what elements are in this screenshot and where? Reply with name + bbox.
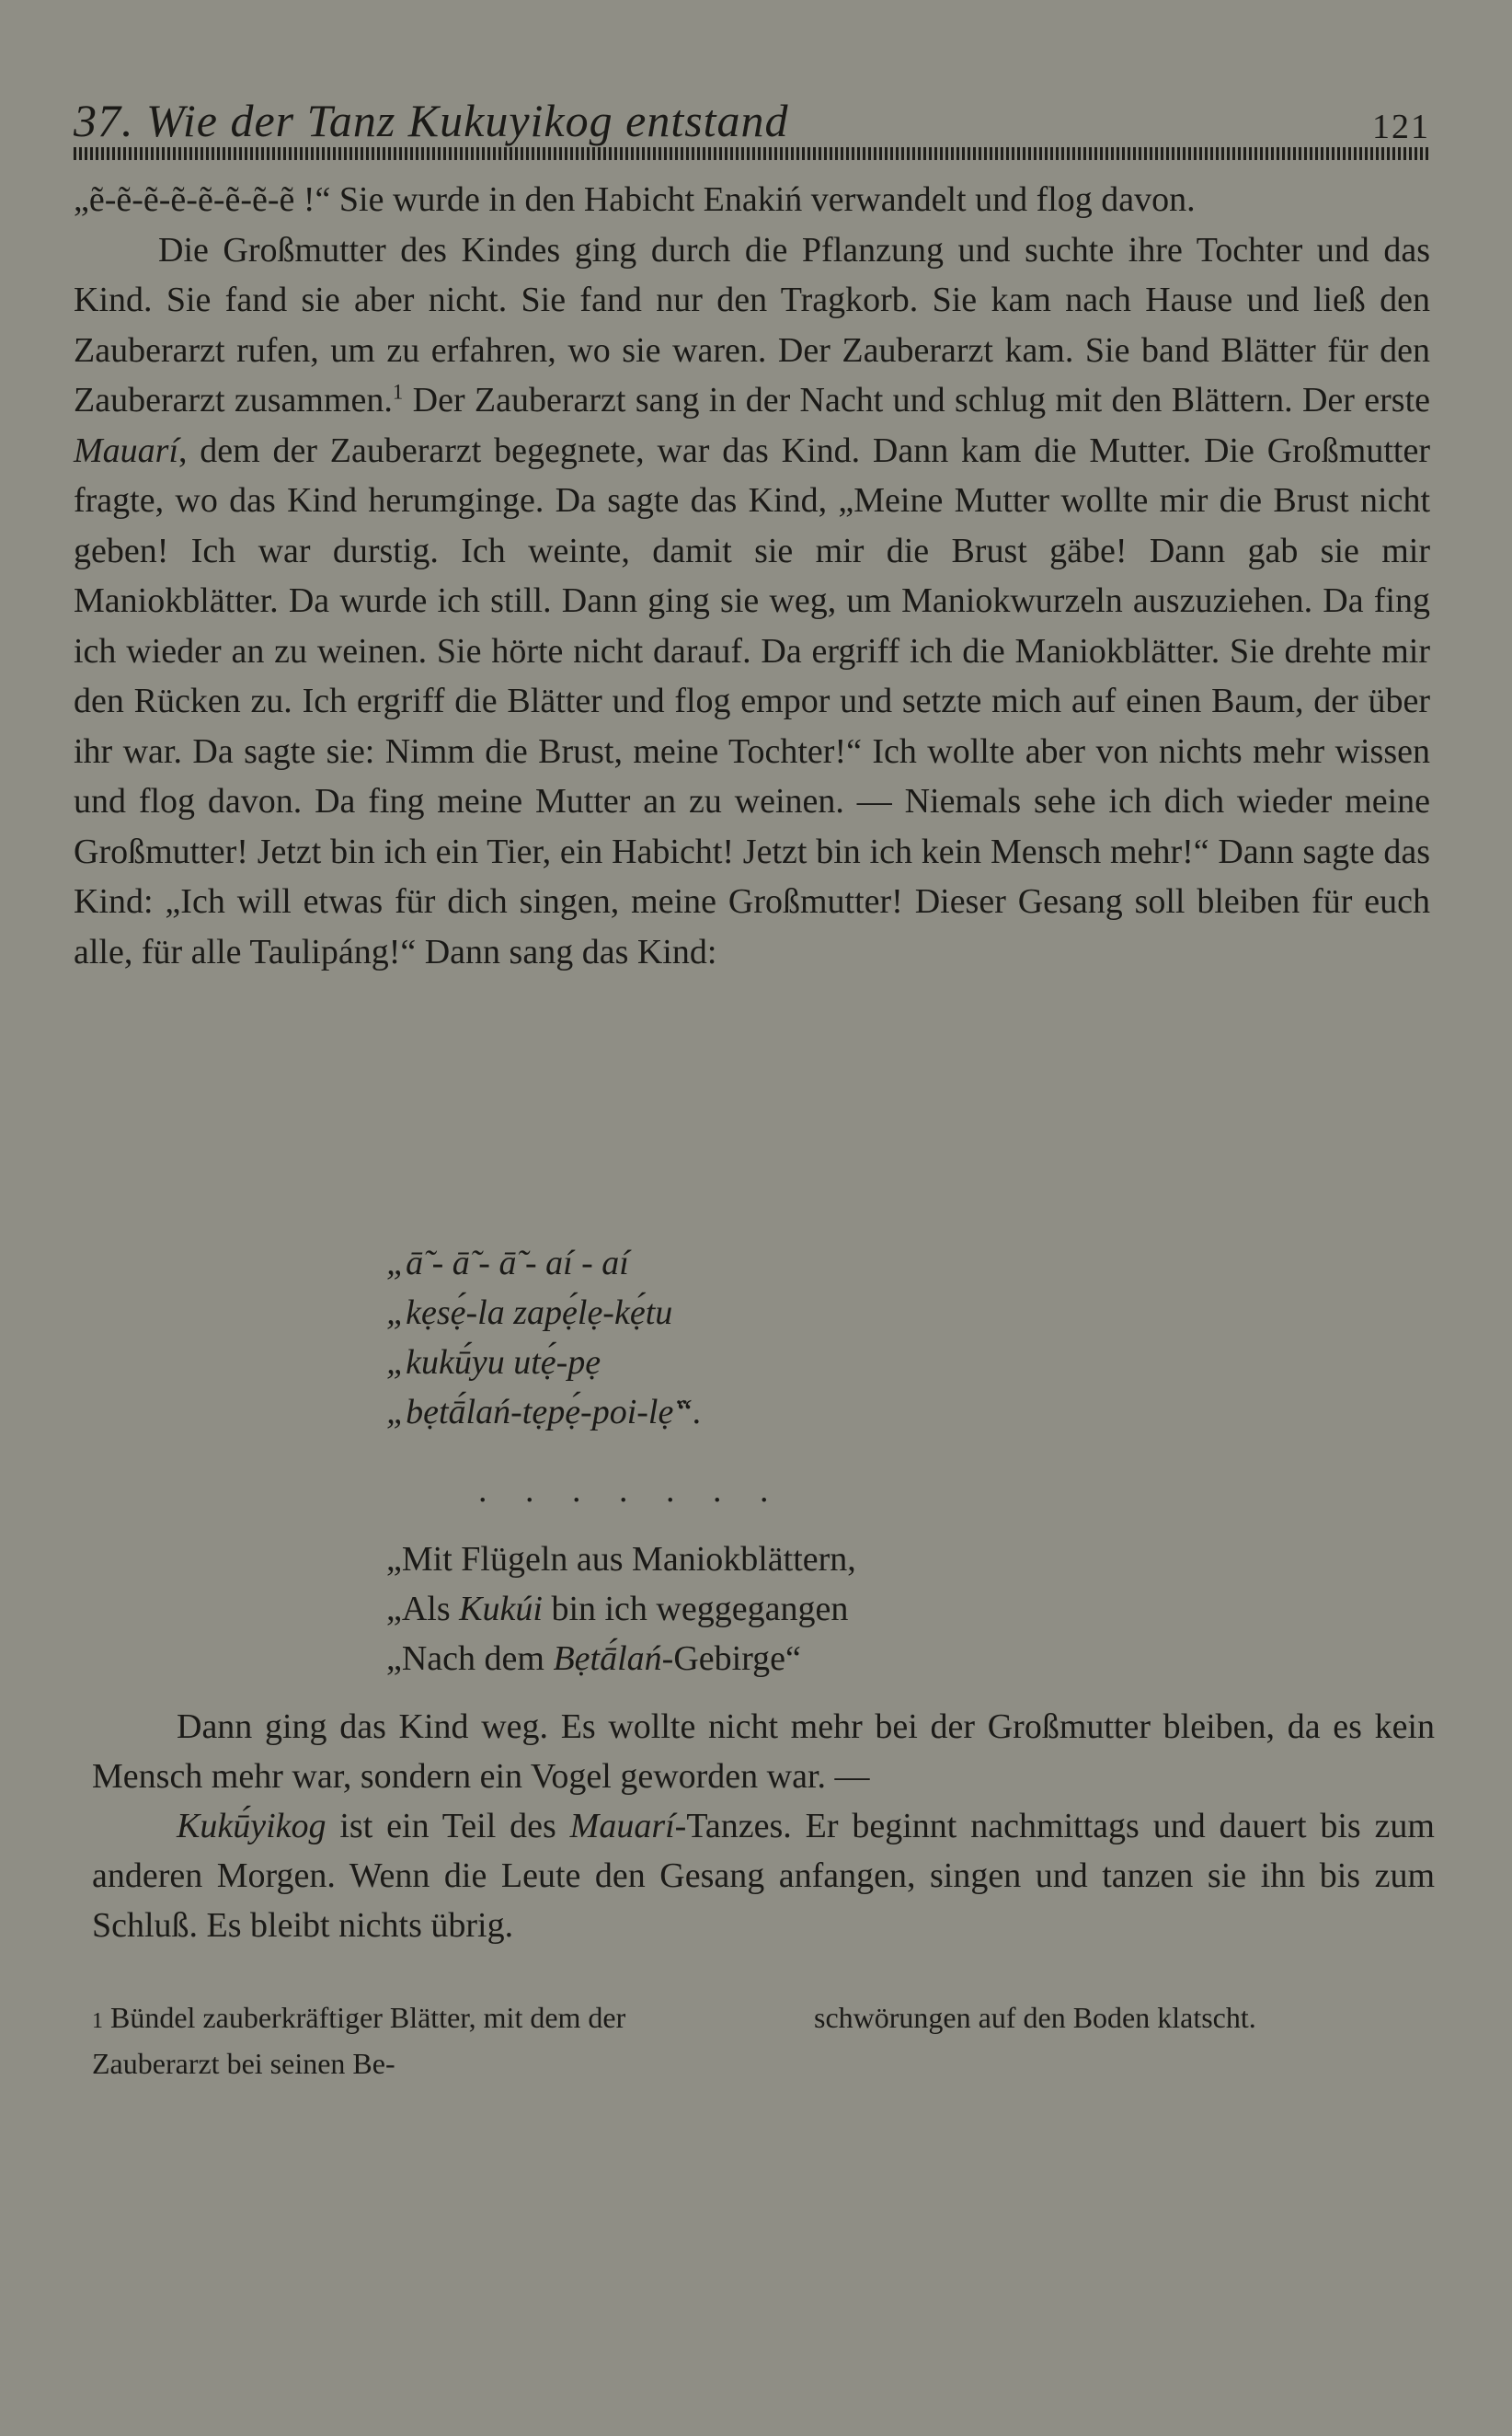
term-mauari: Mauarí — [74, 431, 178, 470]
footnote-left-column — [92, 1996, 754, 2085]
header-rule — [74, 147, 1430, 160]
closing-text — [92, 1702, 1435, 1950]
song-german-line-3 — [386, 1634, 1306, 1683]
song-german-line-2 — [386, 1584, 1306, 1634]
closing-paragraph-2 — [92, 1801, 1435, 1950]
paragraph-1-text: „ẽ-ẽ-ẽ-ẽ-ẽ-ẽ-ẽ-ẽ !“ Sie wurde in den Habicht Enakiń verwandelt und flog davon. — [74, 180, 1196, 219]
term-kukuyikog: Kukū́yikog — [177, 1807, 326, 1845]
running-title: 37. Wie der Tanz Kukuyikog entstand — [74, 95, 789, 146]
page-number: 121 — [1372, 108, 1430, 146]
song-native-line-4: „bẹtā́lań-tẹpẹ́-poi-lẹ̈“. — [386, 1393, 702, 1431]
footnote-right-column — [814, 1996, 1430, 2039]
footnote-left-text: Bündel zauberkräftiger Blätter, mit dem der Zauberarzt bei seinen Be- — [92, 2001, 626, 2080]
song-german-line-1: „Mit Flügeln aus Maniokblättern, — [386, 1540, 856, 1579]
closing-paragraph-2-text-a: ist ein Teil des — [326, 1807, 570, 1845]
paragraph-2 — [74, 225, 1430, 978]
term-betalan: Bẹtā́lań — [553, 1639, 662, 1678]
main-text — [74, 175, 1430, 977]
closing-paragraph-1 — [92, 1702, 1435, 1801]
song-native-verse — [386, 1238, 1306, 1437]
paragraph-2-text-c: , dem der Zauberarzt begegnete, war das Kind. Dann kam die Mutter. Die Großmutter fragte, wo das Kind herumginge. Da sagte das Kind, „Meine Mutter wollte mir die Brust nicht geben! Ich war durstig. Ich weinte, damit sie mir die Brust gäbe! Dann gab sie mir Maniokblätter. Da wurde ich still. Dann ging sie weg, um Maniokwurzeln auszuziehen. Da fing ich wieder an zu weinen. Sie hörte nicht darauf. Da ergriff ich die Maniokblätter. Sie drehte mir den Rücken zu. Ich ergriff die Blätter und flog empor und setzte mich auf einen Baum, der über ihr war. Da sagte sie: Nimm die Brust, meine Tochter!“ Ich wollte aber von nichts mehr wissen und flog davon. Da fing meine Mutter an zu weinen. — Niemals sehe ich dich wieder meine Großmutter! Jetzt bin ich ein Tier, ein Habicht! Jetzt bin ich kein Mensch mehr!“ Dann sagte das Kind: „Ich will etwas für dich singen, meine Großmutter! Dieser Gesang soll bleiben für euch alle, für alle Taulipáng!“ Dann sang das Kind: — [74, 431, 1430, 971]
song-native-line-3: „kukū́yu utẹ́-pẹ — [386, 1343, 601, 1382]
term-mauari-dance: Mauarí — [569, 1807, 675, 1845]
song-native-line-1: „ā̃ - ā̃ - ā̃ - aí - aí — [386, 1244, 629, 1282]
closing-paragraph-1-text: Dann ging das Kind weg. Es wollte nicht mehr bei der Großmutter bleiben, da es kein Mensch mehr war, sondern ein Vogel geworden war. — — [92, 1707, 1435, 1796]
song-native-line-2: „kẹsẹ́-la zapẹ́lẹ-kẹ́tu — [386, 1293, 673, 1332]
paragraph-1 — [74, 175, 1430, 225]
song-german-line-3-b: -Gebirge“ — [661, 1639, 801, 1678]
paragraph-2-text-a: Die Großmutter des Kindes ging durch die Pflanzung und suchte ihre Tochter und das Kind. Sie fand sie aber nicht. Sie fand nur den Tragkorb. Sie kam nach Hause und ließ den Zauberarzt rufen, um zu erfahren, wo sie waren. Der Zauberarzt kam. Sie band Blätter für den Zauberarzt zusammen. — [74, 230, 1430, 419]
song-german-line-3-a: „Nach dem — [386, 1639, 554, 1678]
footnote-mark: 1 — [92, 2009, 103, 2033]
verse-ellipsis: . . . . . . . — [478, 1471, 784, 1510]
song-german-line-2-b: bin ich weggegangen — [542, 1590, 849, 1628]
term-kukui: Kukúi — [459, 1590, 543, 1628]
paragraph-2-text-b: Der Zauberarzt sang in der Nacht und schlug mit den Blättern. Der erste — [403, 381, 1431, 419]
closing-paragraph-2-text-b: -Tanzes. Er beginnt nachmittags und dauert bis zum anderen Morgen. Wenn die Leute den Gesang anfangen, singen und tanzen sie ihn bis zum Schluß. Es bleibt nichts übrig. — [92, 1807, 1435, 1945]
song-german-line-2-a: „Als — [386, 1590, 460, 1628]
footnote-right-text: schwörungen auf den Boden klatscht. — [814, 2001, 1256, 2034]
footnote-reference: 1 — [392, 380, 404, 404]
song-german-verse — [386, 1534, 1306, 1683]
